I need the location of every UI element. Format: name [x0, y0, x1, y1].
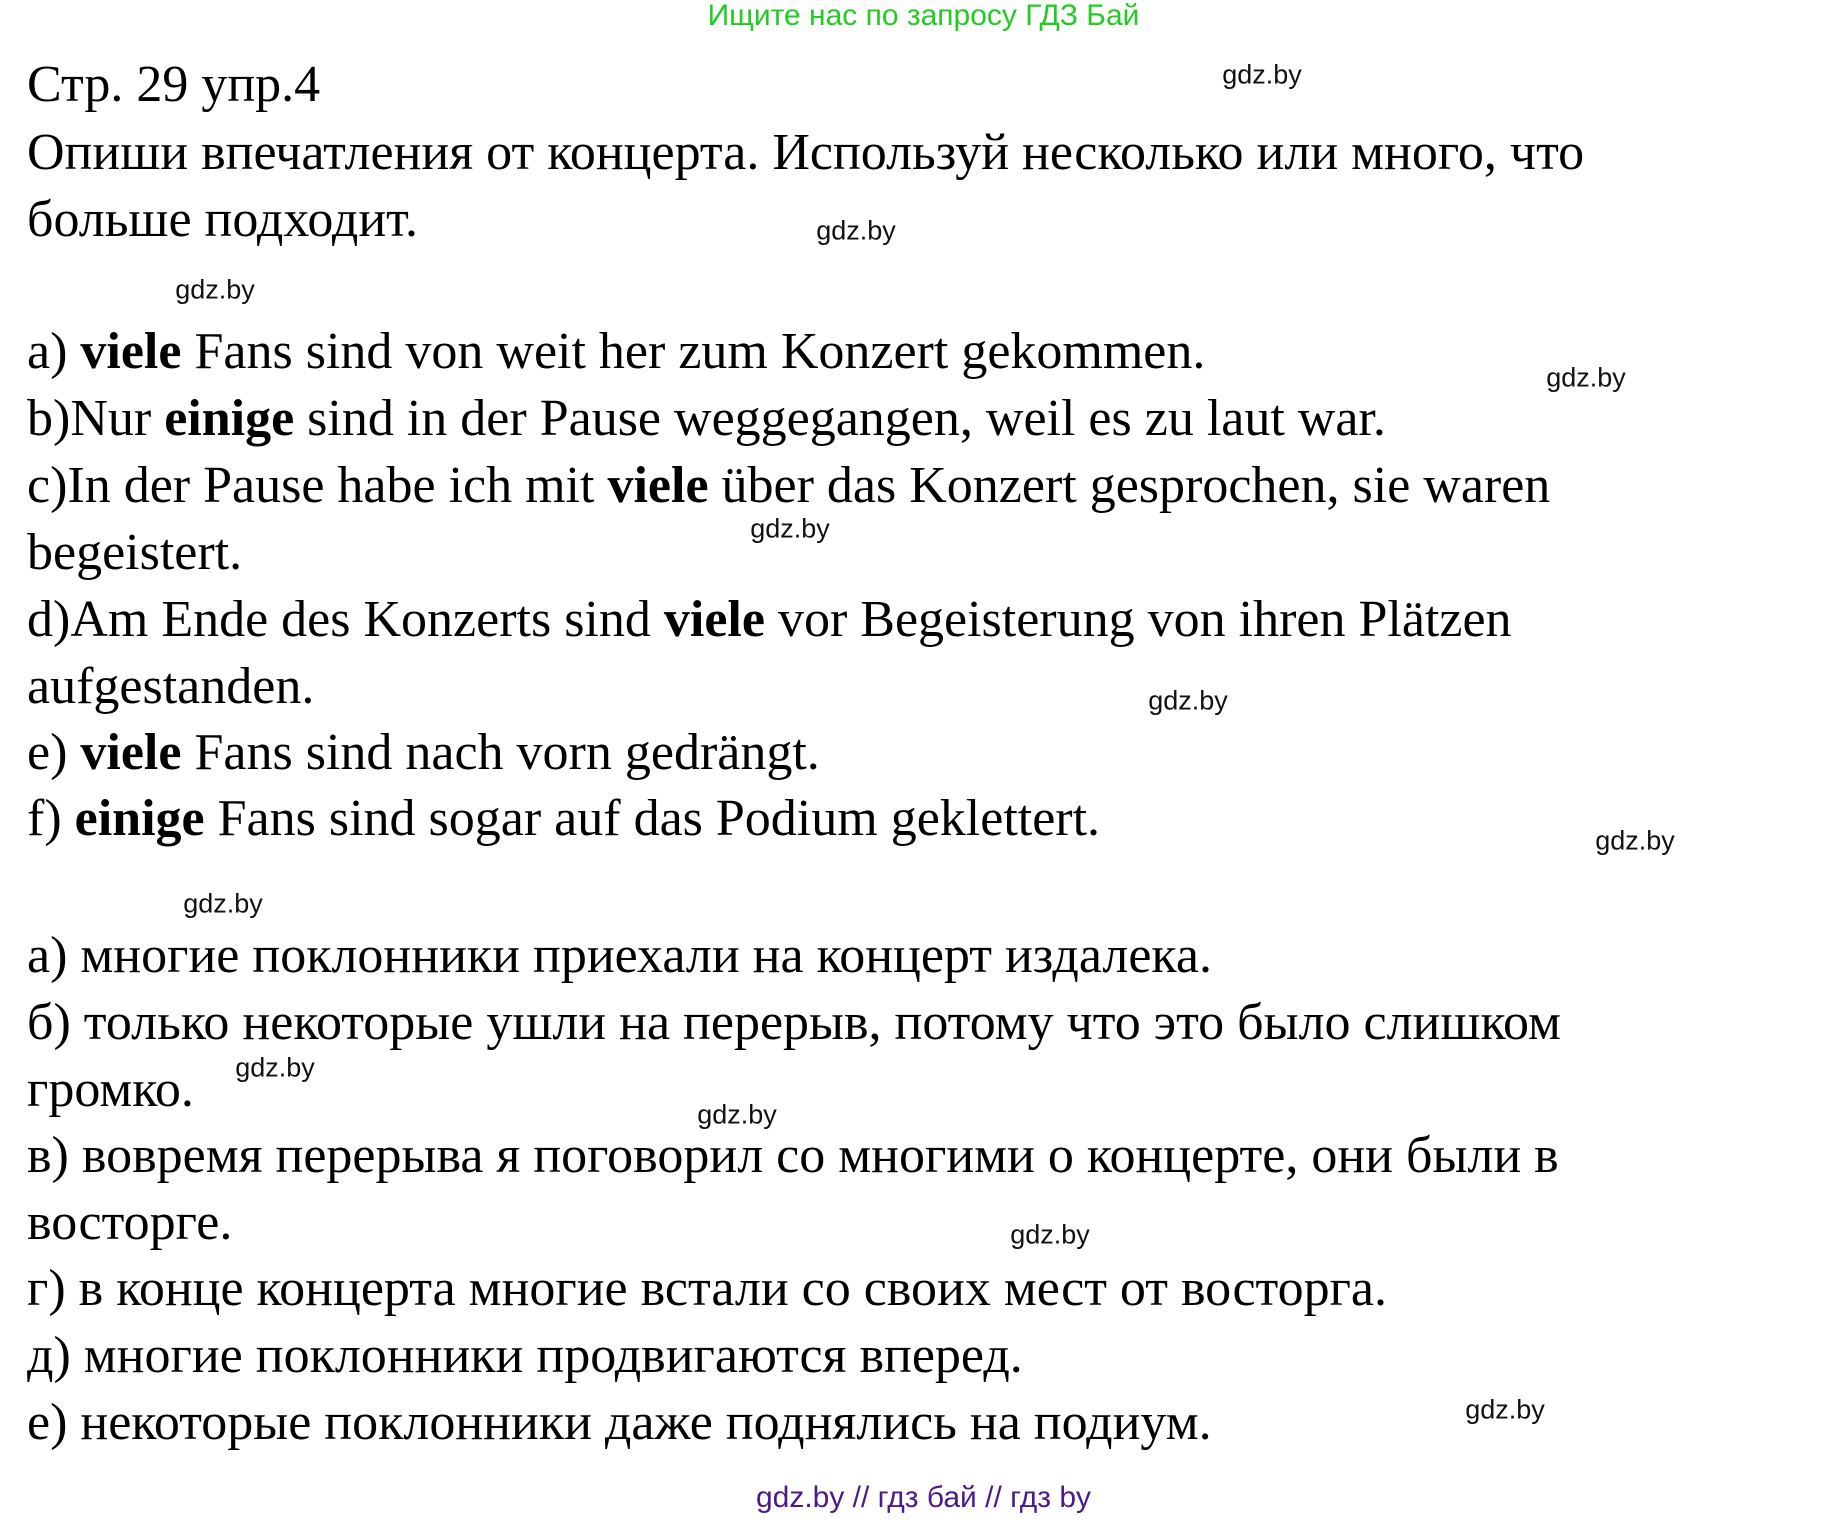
line-text: Fans sind nach vorn gedrängt.: [181, 724, 820, 781]
line-text: f): [27, 790, 75, 847]
watermark: gdz.by: [175, 274, 255, 305]
line-text: c)In der Pause habe ich mit: [27, 457, 608, 514]
line-text: Fans sind sogar auf das Podium geklettert.: [204, 790, 1101, 847]
watermark: gdz.by: [1465, 1394, 1545, 1425]
line-text: Fans sind von weit her zum Konzert gekommen.: [181, 323, 1206, 380]
answer-word: viele: [80, 724, 182, 781]
russian-translation-line: в) вовремя перерыва я поговорил со многими о концерте, они были в: [27, 1127, 1559, 1184]
watermark: gdz.by: [1222, 59, 1302, 90]
line-text: aufgestanden.: [27, 658, 315, 715]
german-answer-line: [27, 789, 1100, 849]
line-text: über das Konzert gesprochen, sie waren: [708, 457, 1551, 514]
line-text: vor Begeisterung von ihren Plätzen: [764, 591, 1512, 648]
german-answer-line: [27, 723, 820, 783]
page-title: Стр. 29 упр.4: [27, 56, 321, 113]
russian-translation-line: громко.: [27, 1061, 194, 1118]
watermark: gdz.by: [750, 513, 830, 544]
answer-word: einige: [74, 790, 205, 847]
answer-word: viele: [80, 323, 182, 380]
answer-word: viele: [663, 591, 765, 648]
german-answer-line: [27, 590, 1512, 650]
russian-translation-line: д) многие поклонники продвигаются вперед.: [27, 1327, 1023, 1384]
line-text: a): [27, 323, 81, 380]
watermark: gdz.by: [1148, 685, 1228, 716]
watermark: gdz.by: [183, 888, 263, 919]
german-answer-line: [27, 322, 1205, 382]
line-text: begeistert.: [27, 524, 243, 581]
instruction-line-1: Опиши впечатления от концерта. Используй несколько или много, что: [27, 124, 1585, 181]
watermark: gdz.by: [1595, 825, 1675, 856]
header-banner: Ищите нас по запросу ГДЗ Бай: [707, 0, 1140, 32]
answer-word: einige: [164, 390, 295, 447]
line-text: sind in der Pause weggegangen, weil es zu laut war.: [294, 390, 1386, 447]
line-text: b)Nur: [27, 390, 165, 447]
watermark: gdz.by: [235, 1052, 315, 1083]
watermark: gdz.by: [816, 215, 896, 246]
russian-translation-line: г) в конце концерта многие встали со своих мест от восторга.: [27, 1260, 1387, 1317]
line-text: e): [27, 724, 81, 781]
german-answer-line: [27, 657, 314, 717]
line-text: d)Am Ende des Konzerts sind: [27, 591, 664, 648]
german-answer-line: [27, 523, 242, 583]
russian-translation-line: восторге.: [27, 1194, 233, 1251]
watermark: gdz.by: [697, 1099, 777, 1130]
answer-word: viele: [607, 457, 709, 514]
russian-translation-line: б) только некоторые ушли на перерыв, потому что это было слишком: [27, 994, 1561, 1051]
watermark: gdz.by: [1010, 1219, 1090, 1250]
russian-translation-line: е) некоторые поклонники даже поднялись на подиум.: [27, 1394, 1212, 1451]
footer-links: gdz.by // гдз бай // гдз by: [755, 1481, 1092, 1514]
russian-translation-line: а) многие поклонники приехали на концерт издалека.: [27, 927, 1212, 984]
german-answer-line: [27, 456, 1550, 516]
watermark: gdz.by: [1546, 362, 1626, 393]
german-answer-line: [27, 389, 1386, 449]
instruction-line-2: больше подходит.: [27, 191, 418, 248]
